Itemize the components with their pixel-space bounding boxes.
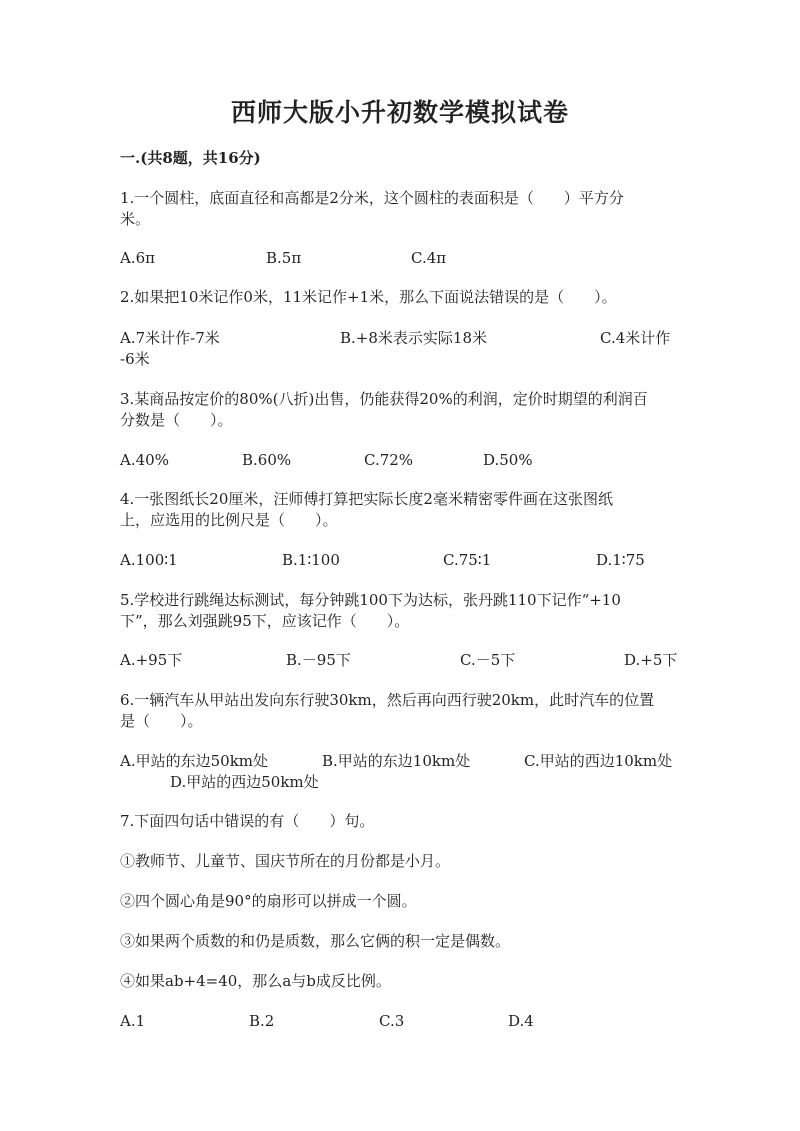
question-3-option-a: A.40% xyxy=(120,451,169,469)
question-3-text: 3.某商品按定价的80%(八折)出售，仍能获得20%的利润，定价时期望的利润百 xyxy=(120,390,648,408)
question-4-option-d: D.1∶75 xyxy=(596,551,645,569)
question-6-text: 6.一辆汽车从甲站出发向东行驶30km，然后再向西行驶20km，此时汽车的位置 xyxy=(120,691,655,709)
question-5-text: 5.学校进行跳绳达标测试，每分钟跳100下为达标，张丹跳110下记作“+10 xyxy=(120,591,621,609)
question-5-option-a: A.+95下 xyxy=(120,651,183,669)
question-4-text-cont: 上，应选用的比例尺是（ ）。 xyxy=(120,511,338,529)
question-7-option-b: B.2 xyxy=(249,1012,275,1030)
question-6-option-a: A.甲站的东边50km处 xyxy=(120,752,269,770)
question-2-option-a: A.7米计作-7米 xyxy=(120,329,220,347)
question-5-text-cont: 下”，那么刘强跳95下，应该记作（ ）。 xyxy=(120,612,410,630)
question-4-option-a: A.100∶1 xyxy=(120,551,178,569)
question-2-text: 2.如果把10米记作0米，11米记作+1米，那么下面说法错误的是（ ）。 xyxy=(120,288,617,306)
question-6-option-d: D.甲站的西边50km处 xyxy=(170,773,319,791)
question-1-text-cont: 米。 xyxy=(120,210,151,228)
question-4-text: 4.一张图纸长20厘米，汪师傅打算把实际长度2毫米精密零件画在这张图纸 xyxy=(120,490,613,508)
question-7-option-d: D.4 xyxy=(508,1012,534,1030)
question-5-option-b: B.－95下 xyxy=(286,651,351,669)
question-1-option-c: C.4π xyxy=(411,249,447,267)
question-7-statement-4: ④如果ab+4=40，那么a与b成反比例。 xyxy=(120,972,391,990)
question-3-option-d: D.50% xyxy=(483,451,533,469)
question-7-text: 7.下面四句话中错误的有（ ）句。 xyxy=(120,812,375,830)
question-4-option-b: B.1∶100 xyxy=(282,551,340,569)
question-7-option-a: A.1 xyxy=(120,1012,146,1030)
question-3-option-b: B.60% xyxy=(242,451,292,469)
question-5-option-d: D.+5下 xyxy=(624,651,678,669)
question-6-text-cont: 是（ ）。 xyxy=(120,712,203,730)
question-1-option-b: B.5π xyxy=(266,249,302,267)
question-2-option-b: B.+8米表示实际18米 xyxy=(340,329,487,347)
question-1-text: 1.一个圆柱，底面直径和高都是2分米，这个圆柱的表面积是（ ）平方分 xyxy=(120,189,624,207)
question-6-option-c: C.甲站的西边10km处 xyxy=(524,752,673,770)
question-2-option-c-cont: -6米 xyxy=(120,350,150,368)
question-6-option-b: B.甲站的东边10km处 xyxy=(322,752,471,770)
question-7-statement-1: ①教师节、儿童节、国庆节所在的月份都是小月。 xyxy=(120,852,451,870)
question-3-text-cont: 分数是（ ）。 xyxy=(120,411,233,429)
question-2-option-c: C.4米计作 xyxy=(600,329,671,347)
question-5-option-c: C.－5下 xyxy=(460,651,516,669)
question-7-statement-3: ③如果两个质数的和仍是质数，那么它俩的积一定是偶数。 xyxy=(120,932,511,950)
page-title: 西师大版小升初数学模拟试卷 xyxy=(230,98,569,127)
question-1-option-a: A.6π xyxy=(120,249,156,267)
section-header: 一.(共8题，共16分) xyxy=(120,149,261,167)
question-7-option-c: C.3 xyxy=(379,1012,405,1030)
question-4-option-c: C.75∶1 xyxy=(443,551,492,569)
question-3-option-c: C.72% xyxy=(364,451,414,469)
question-7-statement-2: ②四个圆心角是90°的扇形可以拼成一个圆。 xyxy=(120,892,417,910)
